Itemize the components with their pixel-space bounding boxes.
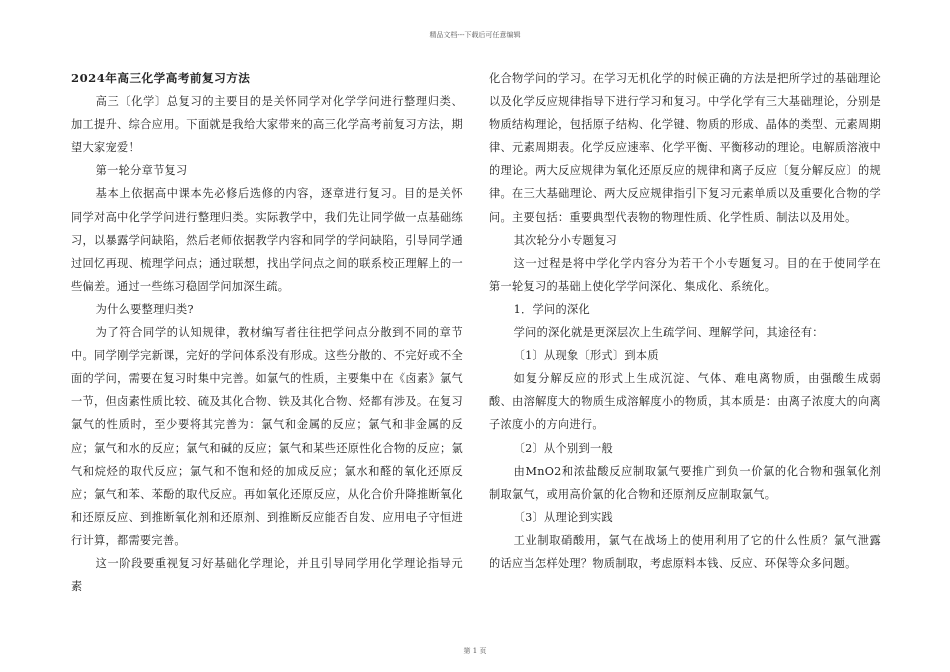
page-number: 第 1 页 (463, 647, 487, 655)
theory-paragraph-continued: 化合物学问的学习。在学习无机化学的时候正确的方法是把所学过的基础理论以及化学反应规律指导下进行学习和复习。中学化学有三大基础理论，分别是物质结构理论，包括原子结构、化学键、物质的形成、晶体的类型、元素周期律、元素周期表。化学反应速率、化学平衡、平衡移动的理论。电解质溶液中的理论。两大反应规律为氧化还原反应的规律和离子反应〔复分解反应〕的规律。在三大基础理论、两大反应规律指引下复习元素单质以及重要化合物的学问。主要包括：重要典型代表物的物理性质、化学性质、制法以及用处。 (489, 72, 881, 224)
document-title: 2024年高三化学高考前复习方法 (71, 71, 251, 85)
intro-paragraph: 高三〔化学〕总复习的主要目的是关怀同学对化学学问进行整理归类、加工提升、综合应用。下面就是我给大家带来的高三化学高考前复习方法，期望大家宠爱！ (71, 95, 463, 155)
item-heading-2: 〔2〕从个别到一般 (513, 441, 613, 455)
page-header: 精品文档---下载后可任意编辑 (429, 31, 521, 39)
item-heading-3: 〔3〕从理论到实践 (513, 510, 613, 524)
second-round-paragraph: 这一过程是将中学化学内容分为若干个小专题复习。目的在于使同学在第一轮复习的基础上使化学学问深化、集成化、系统化。 (489, 256, 881, 293)
deepening-paragraph: 学问的深化就是更深层次上生疏学问、理解学问，其途径有： (513, 326, 824, 340)
reason-paragraph: 为了符合同学的认知规律，教材编写者往往把学问点分散到不同的章节中。同学刚学完新课，完好的学问体系没有形成。这些分散的、不完好或不全面的学问，需要在复习时集中完善。如氯气的性质，主要集中在《卤素》氯气一节，但卤素性质比较、硫及其化合物、铁及其化合物、烃都有涉及。在复习氯气的性质时，至少要将其完善为：氯气和金属的反应；氯气和非金属的反应；氯气和水的反应；氯气和碱的反应；氯气和某些还原性化合物的反应；氯气和烷烃的取代反应；氯气和不饱和烃的加成反应；氯水和醛的氧化还原反应；氯气和苯、苯酚的取代反应。再如氧化还原反应，从化合价升降推断氧化和还原反应、到推断氧化剂和还原剂、到推断反应能否自发、应用电子守恒进行计算，都需要完善。 (71, 326, 463, 547)
right-column (489, 67, 881, 575)
item-heading-1: 〔1〕从现象〔形式〕到本质 (513, 349, 659, 363)
theory-paragraph-start: 这一阶段要重视复习好基础化学理论，并且引导同学用化学理论指导元素 (71, 556, 463, 594)
subheading-deepening: 1．学问的深化 (513, 302, 590, 316)
section-heading-second-round: 其次轮分小专题复习 (513, 233, 618, 247)
left-column (71, 67, 463, 598)
first-round-paragraph: 基本上依据高中课本先必修后选修的内容，逐章进行复习。目的是关怀同学对高中化学学问进行整理归类。实际教学中，我们先让同学做一点基础练习，以暴露学问缺陷，然后老师依据教学内容和同学的学问缺陷，引导同学通过回忆再现、梳理学问点；通过联想，找出学问点之间的联系校正理解上的一些偏差。通过一些练习稳固学问加深生疏。 (71, 187, 463, 293)
item-paragraph-2: 由MnO2和浓盐酸反应制取氯气要推广到负一价氯的化合物和强氧化剂制取氯气，或用高价氯的化合物和还原剂反应制取氯气。 (489, 464, 881, 501)
item-paragraph-1: 如复分解反应的形式上生成沉淀、气体、难电离物质，由强酸生成弱酸、由溶解度大的物质生成溶解度小的物质，其本质是：由离子浓度大的向离子浓度小的方向进行。 (489, 372, 881, 432)
question-heading: 为什么要整理归类? (95, 302, 194, 316)
item-paragraph-3: 工业制取硝酸用，氯气在战场上的使用利用了它的什么性质？氯气泄露的话应当怎样处理？物质制取，考虑原料本钱、反应、环保等众多问题。 (489, 533, 881, 570)
section-heading-first-round: 第一轮分章节复习 (95, 164, 188, 178)
